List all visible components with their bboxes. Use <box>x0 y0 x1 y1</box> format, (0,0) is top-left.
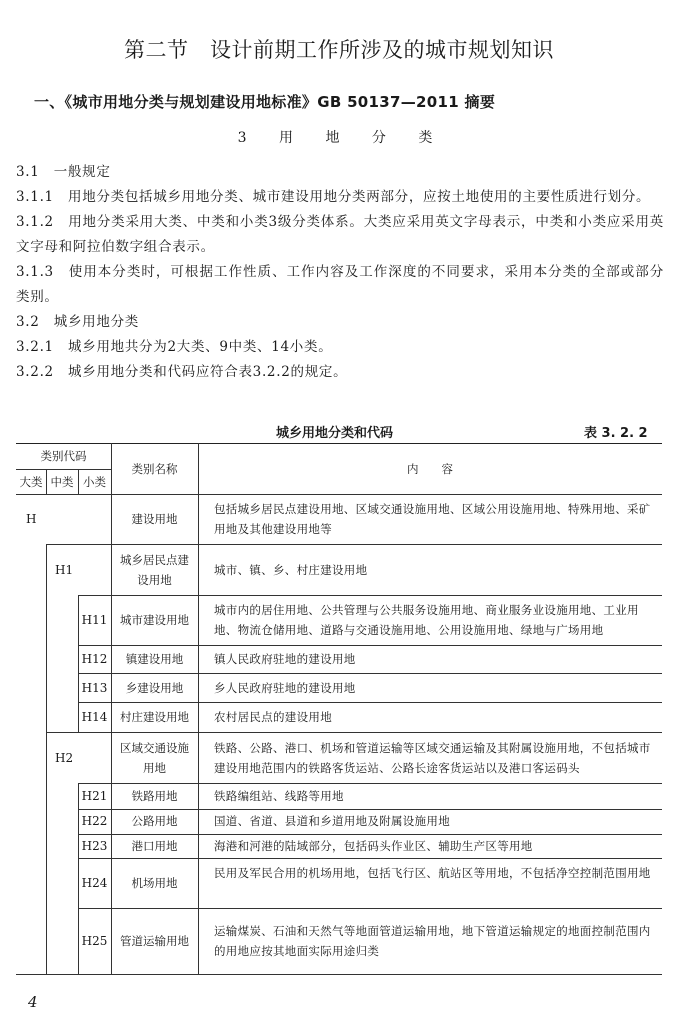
content-h13: 乡人民政府驻地的建设用地 <box>214 681 356 695</box>
code-h11: H11 <box>81 613 108 627</box>
header-code-group: 类别代码 <box>40 449 87 463</box>
content-h12: 镇人民政府驻地的建设用地 <box>214 652 356 666</box>
content-h1: 城市、镇、乡、村庄建设用地 <box>214 563 368 577</box>
paragraph-3-1-3: 3.1.3 使用本分类时，可根据工作性质、工作内容及工作深度的不同要求，采用本分类的全部或部分类别。 <box>16 264 664 305</box>
code-h22: H22 <box>81 814 108 828</box>
name-h11: 城市建设用地 <box>120 613 189 627</box>
header-sub-rule <box>16 469 111 470</box>
page-number: 4 <box>28 993 38 1011</box>
header-content: 内 容 <box>407 462 453 476</box>
code-h24: H24 <box>81 876 108 890</box>
code-h2: H2 <box>55 751 74 765</box>
rule-h24 <box>78 908 662 909</box>
paragraph-3-1-1: 3.1.1 用地分类包括城乡用地分类、城市建设用地分类两部分，应按土地使用的主要性质进行划分。 <box>16 189 651 205</box>
table-bottom-rule <box>16 974 662 975</box>
rule-h22 <box>78 834 662 835</box>
paragraph-3-2: 3.2 城乡用地分类 <box>16 314 139 330</box>
header-medium: 中类 <box>50 475 74 489</box>
name-h25: 管道运输用地 <box>120 934 189 948</box>
code-h: H <box>26 512 37 526</box>
name-h22: 公路用地 <box>131 814 178 828</box>
table-number: 表 3. 2. 2 <box>584 426 648 441</box>
paragraph-3-1-2: 3.1.2 用地分类采用大类、中类和小类3级分类体系。大类应采用英文字母表示，中类和小类应采用英文字母和阿拉伯数字组合表示。 <box>16 214 664 255</box>
header-minor: 小类 <box>83 475 106 489</box>
content-h21: 铁路编组站、线路等用地 <box>214 789 344 803</box>
chapter3-heading: 3 用 地 分 类 <box>237 130 441 146</box>
rule-h2 <box>78 783 662 784</box>
content-h2: 铁路、公路、港口、机场和管道运输等区域交通运输及其附属设施用地，不包括城市建设用地范围内的铁路客货运站、公路长途客货运站以及港口客运码头 <box>214 741 651 775</box>
col-name-rule <box>198 443 199 974</box>
table-top-rule <box>16 443 662 444</box>
text-block-1 <box>16 160 664 385</box>
name-h2: 区域交通设施用地 <box>120 741 189 775</box>
content-h22: 国道、省道、县道和乡道用地及附属设施用地 <box>214 814 450 828</box>
content-h14: 农村居民点的建设用地 <box>214 710 332 724</box>
name-h21: 铁路用地 <box>131 789 178 803</box>
chapter-title: 第二节 设计前期工作所涉及的城市规划知识 <box>124 38 554 62</box>
content-h25: 运输煤炭、石油和天然气等地面管道运输用地，地下管道运输规定的地面控制范围内的用地应按其地面实际用途归类 <box>214 924 651 958</box>
name-h23: 港口用地 <box>131 839 178 853</box>
name-h: 建设用地 <box>131 512 178 526</box>
code-h1: H1 <box>55 563 74 577</box>
rule-h1 <box>78 595 662 596</box>
name-h13: 乡建设用地 <box>125 681 184 695</box>
name-h1: 城乡居民点建设用地 <box>120 553 189 587</box>
name-h12: 镇建设用地 <box>125 652 184 666</box>
rule-h23 <box>78 858 662 859</box>
code-h14: H14 <box>81 710 108 724</box>
name-h24: 机场用地 <box>131 876 178 890</box>
content-h24: 民用及军民合用的机场用地，包括飞行区、航站区等用地，不包括净空控制范围用地 <box>214 866 651 880</box>
code-h21: H21 <box>81 789 108 803</box>
rule-h14 <box>46 732 662 733</box>
rule-h13 <box>78 702 662 703</box>
col-major-rule-body <box>46 544 47 974</box>
rule-h <box>46 544 662 545</box>
code-h13: H13 <box>81 681 108 695</box>
paragraph-3-2-1: 3.2.1 城乡用地共分为2大类、9中类、14小类。 <box>16 339 333 355</box>
code-h25: H25 <box>81 934 108 948</box>
header-name: 类别名称 <box>131 462 178 476</box>
content-h11: 城市内的居住用地、公共管理与公共服务设施用地、商业服务业设施用地、工业用地、物流仓储用地、道路与交通设施用地、公用设施用地、绿地与广场用地 <box>214 603 639 637</box>
content-h: 包括城乡居民点建设用地、区域交通设施用地、区域公用设施用地、特殊用地、采矿用地及其他建设用地等 <box>214 502 651 536</box>
paragraph-3-2-2: 3.2.2 城乡用地分类和代码应符合表3.2.2的规定。 <box>16 364 348 380</box>
section-title: 一、《城市用地分类与规划建设用地标准》GB 50137—2011 摘要 <box>34 93 496 111</box>
rule-h12 <box>78 673 662 674</box>
rule-h21 <box>78 809 662 810</box>
header-bottom-rule <box>16 494 662 495</box>
code-h23: H23 <box>81 839 108 853</box>
table-caption: 城乡用地分类和代码 <box>276 426 394 441</box>
name-h14: 村庄建设用地 <box>120 710 189 724</box>
rule-h11 <box>78 645 662 646</box>
header-major: 大类 <box>19 475 43 489</box>
code-h12: H12 <box>81 652 108 666</box>
paragraph-3-1: 3.1 一般规定 <box>16 164 111 180</box>
content-h23: 海港和河港的陆域部分，包括码头作业区、辅助生产区等用地 <box>214 839 533 853</box>
